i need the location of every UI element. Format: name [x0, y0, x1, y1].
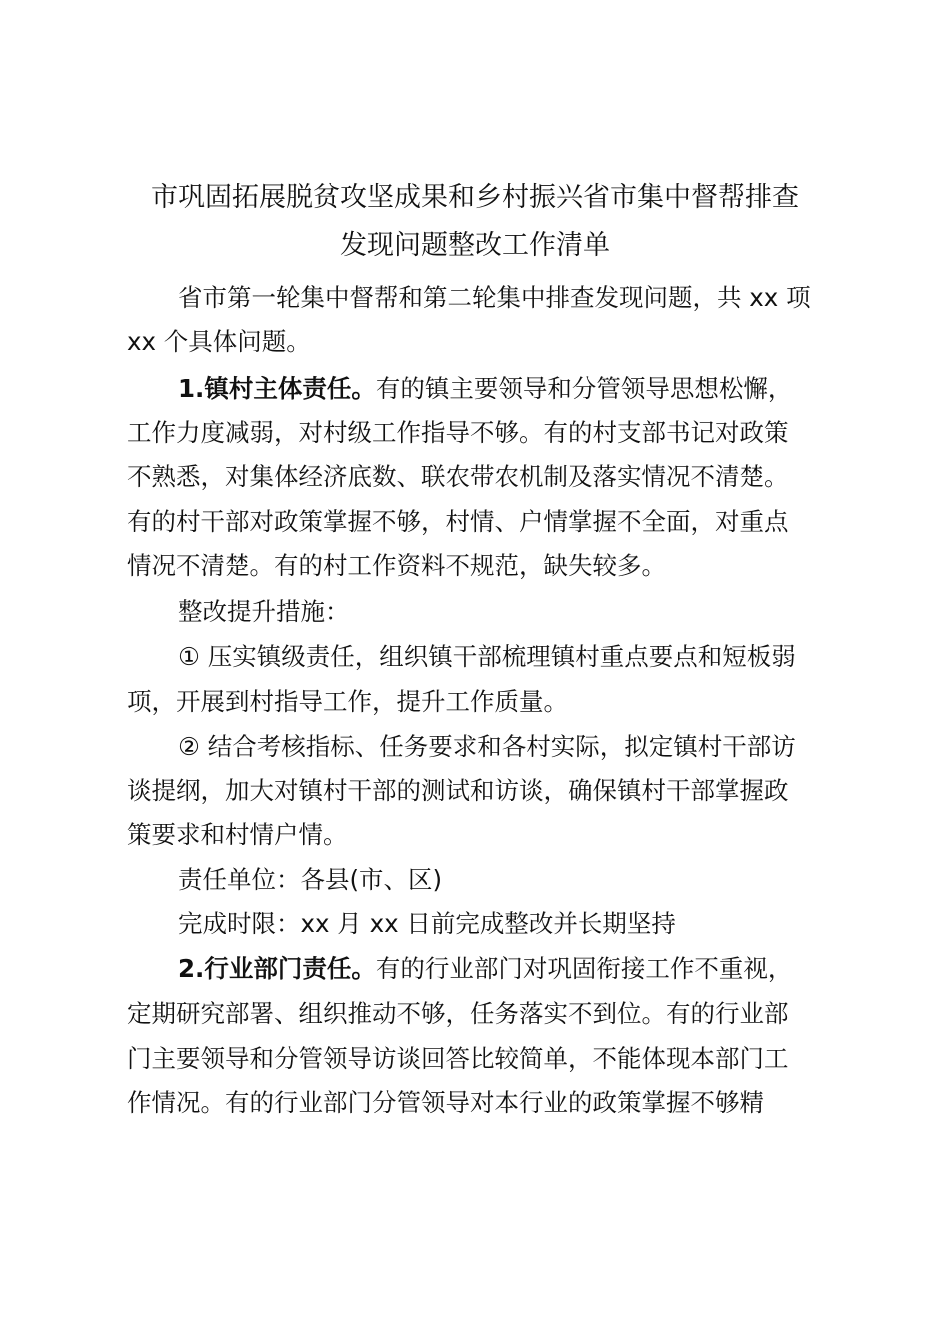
intro-line-1: 省市第一轮集中督帮和第二轮集中排查发现问题，共 xx 项	[178, 283, 811, 312]
section-1-line-4: 有的村干部对政策掌握不够，村情、户情掌握不全面，对重点	[127, 507, 789, 536]
section-2-line-2: 定期研究部署、组织推动不够，任务落实不到位。有的行业部	[127, 999, 789, 1028]
measure-2-line-2: 谈提纲，加大对镇村干部的测试和访谈，确保镇村干部掌握政	[127, 776, 789, 805]
section-2-heading: 2.行业部门责任。	[178, 954, 376, 983]
section-1-line-2: 工作力度减弱，对村级工作指导不够。有的村支部书记对政策	[127, 418, 789, 447]
deadline: 完成时限：xx 月 xx 日前完成整改并长期坚持	[178, 909, 676, 938]
document-title-line-1: 市巩固拓展脱贫攻坚成果和乡村振兴省市集中督帮排查	[151, 182, 799, 213]
section-2-text: 有的行业部门对巩固衔接工作不重视，	[375, 954, 793, 983]
section-1-text: 有的镇主要领导和分管领导思想松懈，	[375, 374, 793, 403]
responsible-unit: 责任单位：各县(市、区)	[178, 865, 443, 894]
measure-1-line-2: 项，开展到村指导工作，提升工作质量。	[127, 687, 568, 716]
measures-label: 整改提升措施：	[178, 597, 350, 626]
measure-1-line-1: ① 压实镇级责任，组织镇干部梳理镇村重点要点和短板弱	[178, 642, 796, 671]
section-2-first-line	[178, 947, 792, 991]
section-1-first-line	[178, 367, 792, 411]
document-title-line-2: 发现问题整改工作清单	[340, 230, 610, 261]
section-2-line-3: 门主要领导和分管领导访谈回答比较简单，不能体现本部门工	[127, 1044, 789, 1073]
section-2-line-4: 作情况。有的行业部门分管领导对本行业的政策掌握不够精	[127, 1088, 764, 1117]
section-1-heading: 1.镇村主体责任。	[178, 374, 376, 403]
section-1-line-5: 情况不清楚。有的村工作资料不规范，缺失较多。	[127, 551, 666, 580]
measure-2-line-3: 策要求和村情户情。	[127, 820, 348, 849]
intro-line-2: xx 个具体问题。	[127, 327, 311, 356]
section-1-line-3: 不熟悉，对集体经济底数、联农带农机制及落实情况不清楚。	[127, 462, 789, 491]
measure-2-line-1: ② 结合考核指标、任务要求和各村实际，拟定镇村干部访	[178, 732, 796, 761]
